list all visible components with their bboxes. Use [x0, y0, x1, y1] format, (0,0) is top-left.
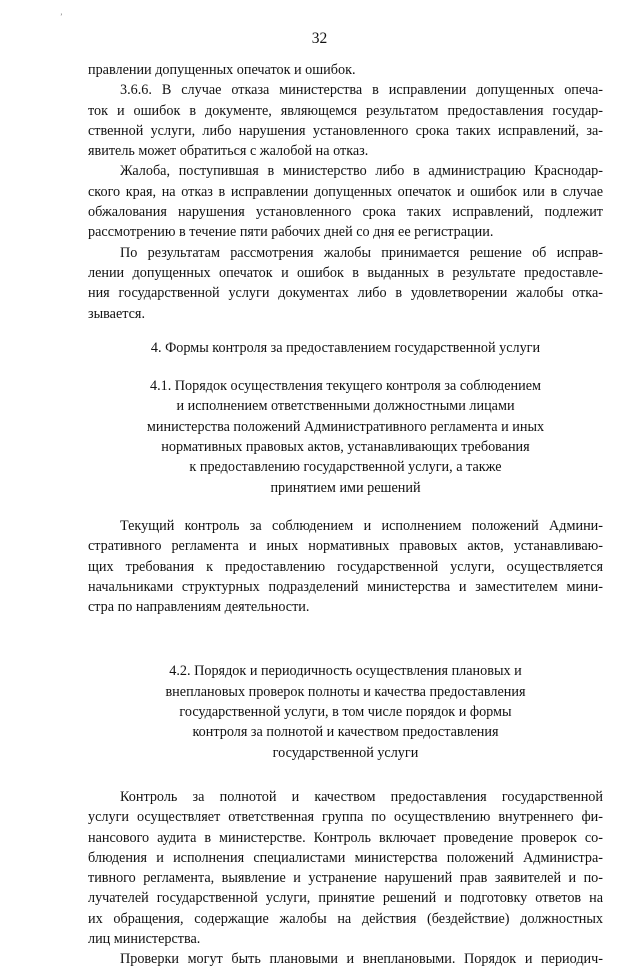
text-line: блюдения и исполнения специалистами министерства положений Администра-	[88, 849, 603, 866]
text-line: ток и ошибок в документе, являющемся результатом предоставления государ-	[88, 102, 603, 119]
paragraph-inspections	[88, 949, 603, 969]
heading-line: 4.2. Порядок и периодичность осуществления плановых и	[169, 663, 522, 680]
paragraph-complaint	[88, 161, 603, 242]
text-line: ского края, на отказ в исправлении допущенных опечаток и ошибок или в случае	[88, 183, 603, 200]
section-heading-4-2	[88, 661, 603, 762]
paragraph-3-6-6	[88, 80, 603, 161]
text-line: Контроль за полнотой и качеством предоставления государственной	[120, 788, 603, 805]
text-line: 3.6.6. В случае отказа министерства в исправлении допущенных опеча-	[120, 82, 603, 99]
paragraph-current-control	[88, 516, 603, 617]
text-line: лении допущенных опечаток и ошибок в выданных в результате предоставле-	[88, 264, 603, 281]
heading-line: принятием ими решений	[270, 479, 421, 496]
heading-line: нормативных правовых актов, устанавливающих требования	[161, 439, 530, 456]
heading-line: и исполнением ответственными должностными лицами	[176, 398, 515, 415]
paragraph-quality-control	[88, 787, 603, 949]
text-line: рассмотрению в течение пяти рабочих дней со дня ее регистрации.	[88, 224, 494, 241]
section-heading-4	[88, 338, 603, 358]
text-line: лиц министерства.	[88, 930, 201, 947]
paragraph-decision	[88, 243, 603, 324]
text-line: По результатам рассмотрения жалобы принимается решение об исправ-	[120, 244, 603, 261]
text-line: ственной услуги, либо нарушения установленного срока таких исправлений, за-	[88, 122, 603, 139]
text-line: их обращения, содержащие жалобы на действия (бездействие) должностных	[88, 910, 603, 927]
text-line: нансового аудита в министерстве. Контроль включает проведение проверок со-	[88, 829, 603, 846]
heading-line: государственной услуги, в том числе порядок и формы	[179, 704, 512, 721]
text-line: Проверки могут быть плановыми и внеплановыми. Порядок и периодич-	[120, 951, 603, 968]
text-line: лучателей государственной услуги, принятие решений и подготовку ответов на	[88, 890, 603, 907]
document-body	[88, 60, 603, 970]
heading-line: контроля за полнотой и качеством предоставления	[192, 724, 499, 741]
page-number: 32	[311, 30, 328, 47]
heading-line: 4. Формы контроля за предоставлением государственной услуги	[150, 339, 541, 356]
heading-line: министерства положений Административного регламента и иных	[146, 418, 545, 435]
text-line: явитель может обратиться с жалобой на отказ.	[88, 143, 369, 160]
scan-speck: ʼ	[60, 12, 63, 21]
text-line: правлении допущенных опечаток и ошибок.	[88, 62, 356, 78]
text-line: стративного регламента и иных нормативных правовых актов, устанавливаю-	[88, 538, 603, 555]
paragraph-continuation	[88, 60, 603, 80]
text-line: Жалоба, поступившая в министерство либо в администрацию Краснодар-	[120, 163, 603, 180]
heading-line: внеплановых проверок полноты и качества предоставления	[165, 683, 526, 700]
text-line: зывается.	[88, 305, 145, 322]
text-line: стра по направлениям деятельности.	[88, 599, 310, 616]
heading-line: государственной услуги	[272, 744, 419, 761]
text-line: Текущий контроль за соблюдением и исполнением положений Админи-	[120, 517, 603, 534]
text-line: начальниками структурных подразделений министерства и заместителем мини-	[88, 578, 603, 595]
heading-line: к предоставлению государственной услуги, а также	[189, 459, 502, 476]
heading-line: 4.1. Порядок осуществления текущего контроля за соблюдением	[149, 378, 542, 395]
text-line: обжалования нарушения установленного срока таких исправлений, подлежит	[88, 204, 603, 221]
text-line: ния государственной услуги документах либо в удовлетворении жалобы отка-	[88, 285, 603, 302]
text-line: щих требования к предоставлению государственной услуги, осуществляется	[88, 558, 603, 575]
section-heading-4-1	[88, 376, 603, 498]
text-line: услуги осуществляет ответственная группа по осуществлению внутреннего фи-	[88, 809, 603, 826]
text-line: тивного регламента, выявление и устранение нарушений прав заявителей и по-	[88, 870, 603, 887]
